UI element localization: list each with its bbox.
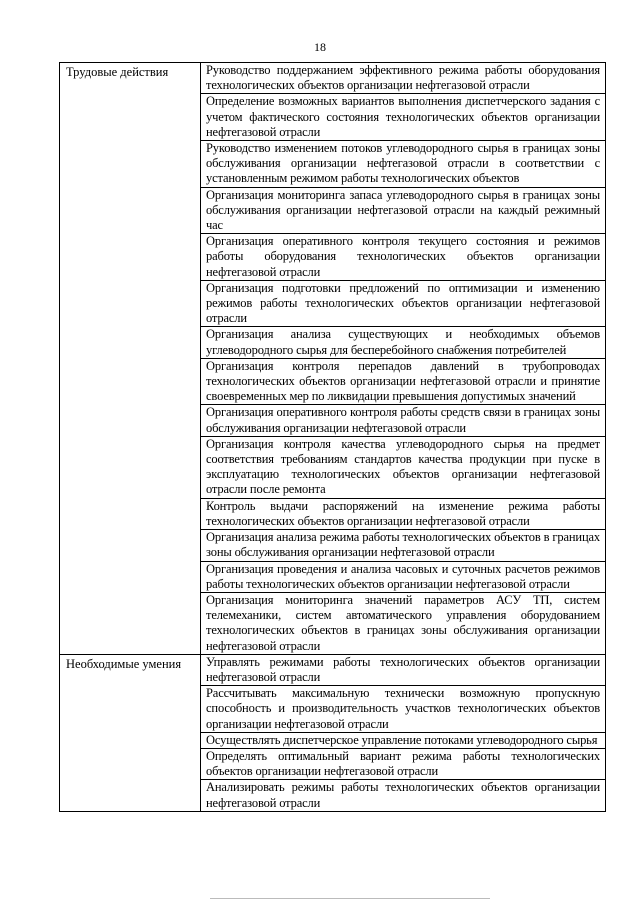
list-item: Организация оперативного контроля работы средств связи в границах зоны обслуживания организации нефтегазовой отрасли — [201, 405, 605, 436]
list-item: Определять оптимальный вариант режима работы технологических объектов организации нефтегазовой отрасли — [201, 749, 605, 780]
list-item: Рассчитывать максимальную технически возможную пропускную способность и производительность участков технологических объектов организации нефтегазовой отрасли — [201, 686, 605, 733]
list-item: Организация оперативного контроля текущего состояния и режимов работы оборудования технологических объектов организации нефтегазовой отрасли — [201, 234, 605, 281]
list-item: Организация проведения и анализа часовых и суточных расчетов режимов работы технологических объектов организации нефтегазовой отрасли — [201, 562, 605, 593]
section-label: Необходимые умения — [60, 654, 201, 811]
list-item: Организация мониторинга значений параметров АСУ ТП, систем телемеханики, систем автоматического управления оборудованием технологических объектов в границах зоны обслуживания организации нефтегазовой отрасли — [206, 592, 600, 653]
page-number: 18 — [314, 40, 326, 54]
list-item: Анализировать режимы работы технологических объектов организации нефтегазовой отрасли — [206, 780, 600, 810]
section-items — [201, 63, 606, 655]
list-item: Руководство поддержанием эффективного режима работы оборудования технологических объектов организации нефтегазовой отрасли — [201, 63, 605, 94]
list-item: Организация подготовки предложений по оптимизации и изменению режимов работы технологических объектов организации нефтегазовой отрасли — [201, 281, 605, 328]
page-bottom-divider — [210, 898, 490, 899]
list-item: Руководство изменением потоков углеводородного сырья в границах зоны обслуживания организации нефтегазовой отрасли в соответствии с установленным режимом работы технологических объектов — [201, 141, 605, 188]
list-item: Определение возможных вариантов выполнения диспетчерского задания с учетом фактического состояния технологических объектов организации нефтегазовой отрасли — [201, 94, 605, 141]
section-items — [201, 654, 606, 811]
list-item: Организация мониторинга запаса углеводородного сырья в границах зоны обслуживания организации нефтегазовой отрасли на каждый режимный час — [201, 188, 605, 235]
table-row — [60, 654, 606, 811]
list-item: Организация анализа существующих и необходимых объемов углеводородного сырья для бесперебойного снабжения потребителей — [201, 327, 605, 358]
table-row — [60, 63, 606, 655]
list-item: Управлять режимами работы технологических объектов организации нефтегазовой отрасли — [201, 655, 605, 686]
list-item: Контроль выдачи распоряжений на изменение режима работы технологических объектов организации нефтегазовой отрасли — [201, 499, 605, 530]
list-item: Организация контроля перепадов давлений в трубопроводах технологических объектов организации нефтегазовой отрасли и принятие своевременных мер по ликвидации превышения допустимых значений — [201, 359, 605, 406]
list-item: Осуществлять диспетчерское управление потоками углеводородного сырья — [201, 733, 605, 749]
list-item: Организация анализа режима работы технологических объектов в границах зоны обслуживания организации нефтегазовой отрасли — [201, 530, 605, 561]
requirements-table — [59, 62, 606, 812]
section-label: Трудовые действия — [60, 63, 201, 655]
list-item: Организация контроля качества углеводородного сырья на предмет соответствия требованиям стандартов качества продукции при пуске в эксплуатацию технологических объектов организации нефтегазовой отрасли после ремонта — [201, 437, 605, 499]
